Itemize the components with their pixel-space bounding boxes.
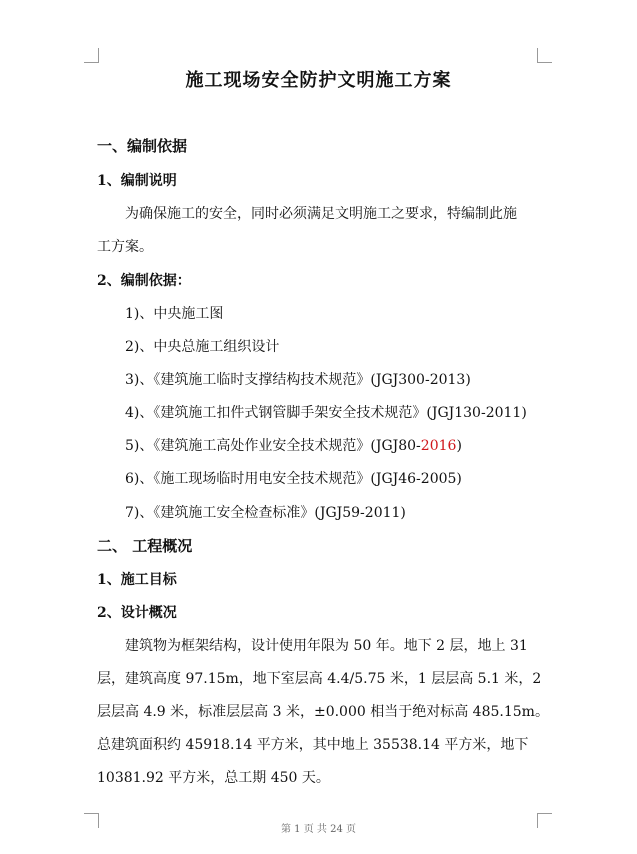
subheading-design: 2、设计概况 <box>97 605 177 621</box>
basis-list-item: 3)、《建筑施工临时支撑结构技术规范》(JGJ300-2013) <box>125 372 471 388</box>
basis-list-item <box>125 436 462 456</box>
paragraph-line: 总建筑面积约 45918.14 平方米，其中地上 35538.14 平方米，地下 <box>97 737 529 753</box>
paragraph-line: 层，建筑高度 97.15m，地下室层高 4.4/5.75 米，1 层层高 5.1 米，2 <box>97 671 542 687</box>
closing-paren: ) <box>456 438 462 454</box>
basis-list-item-text: 5)、《建筑施工高处作业安全技术规范》(JGJ80- <box>125 438 421 454</box>
basis-list-item: 6)、《施工现场临时用电安全技术规范》(JGJ46-2005) <box>125 471 462 487</box>
section-heading-basis: 一、编制依据 <box>97 137 188 155</box>
basis-list-item: 2)、中央总施工组织设计 <box>125 339 280 355</box>
section-heading-overview: 二、 工程概况 <box>97 537 193 555</box>
paragraph-line: 为确保施工的安全，同时必须满足文明施工之要求，特编制此施 <box>125 206 517 222</box>
paragraph-line: 工方案。 <box>97 239 153 255</box>
paragraph-line: 建筑物为框架结构，设计使用年限为 50 年。地下 2 层，地上 31 <box>125 638 528 654</box>
subheading-explanation: 1、编制说明 <box>97 173 177 189</box>
basis-list-item: 1)、中央施工图 <box>125 306 224 322</box>
basis-list-item: 7)、《建筑施工安全检查标准》(JGJ59-2011) <box>125 505 406 521</box>
document-title: 施工现场安全防护文明施工方案 <box>185 70 452 91</box>
basis-list-item: 4)、《建筑施工扣件式钢管脚手架安全技术规范》(JGJ130-2011) <box>125 405 527 421</box>
subheading-goals: 1、施工目标 <box>97 572 177 588</box>
crop-mark-top-left <box>84 48 99 63</box>
page-number-footer: 第 1 页 共 24 页 <box>281 824 356 835</box>
highlighted-year: 2016 <box>420 438 457 454</box>
paragraph-line: 10381.92 平方米，总工期 450 天。 <box>97 770 330 786</box>
subheading-basis-list: 2、编制依据： <box>97 273 191 289</box>
paragraph-line: 层层高 4.9 米，标准层层高 3 米，±0.000 相当于绝对标高 485.15m。 <box>97 704 549 720</box>
crop-mark-top-right <box>537 48 552 63</box>
